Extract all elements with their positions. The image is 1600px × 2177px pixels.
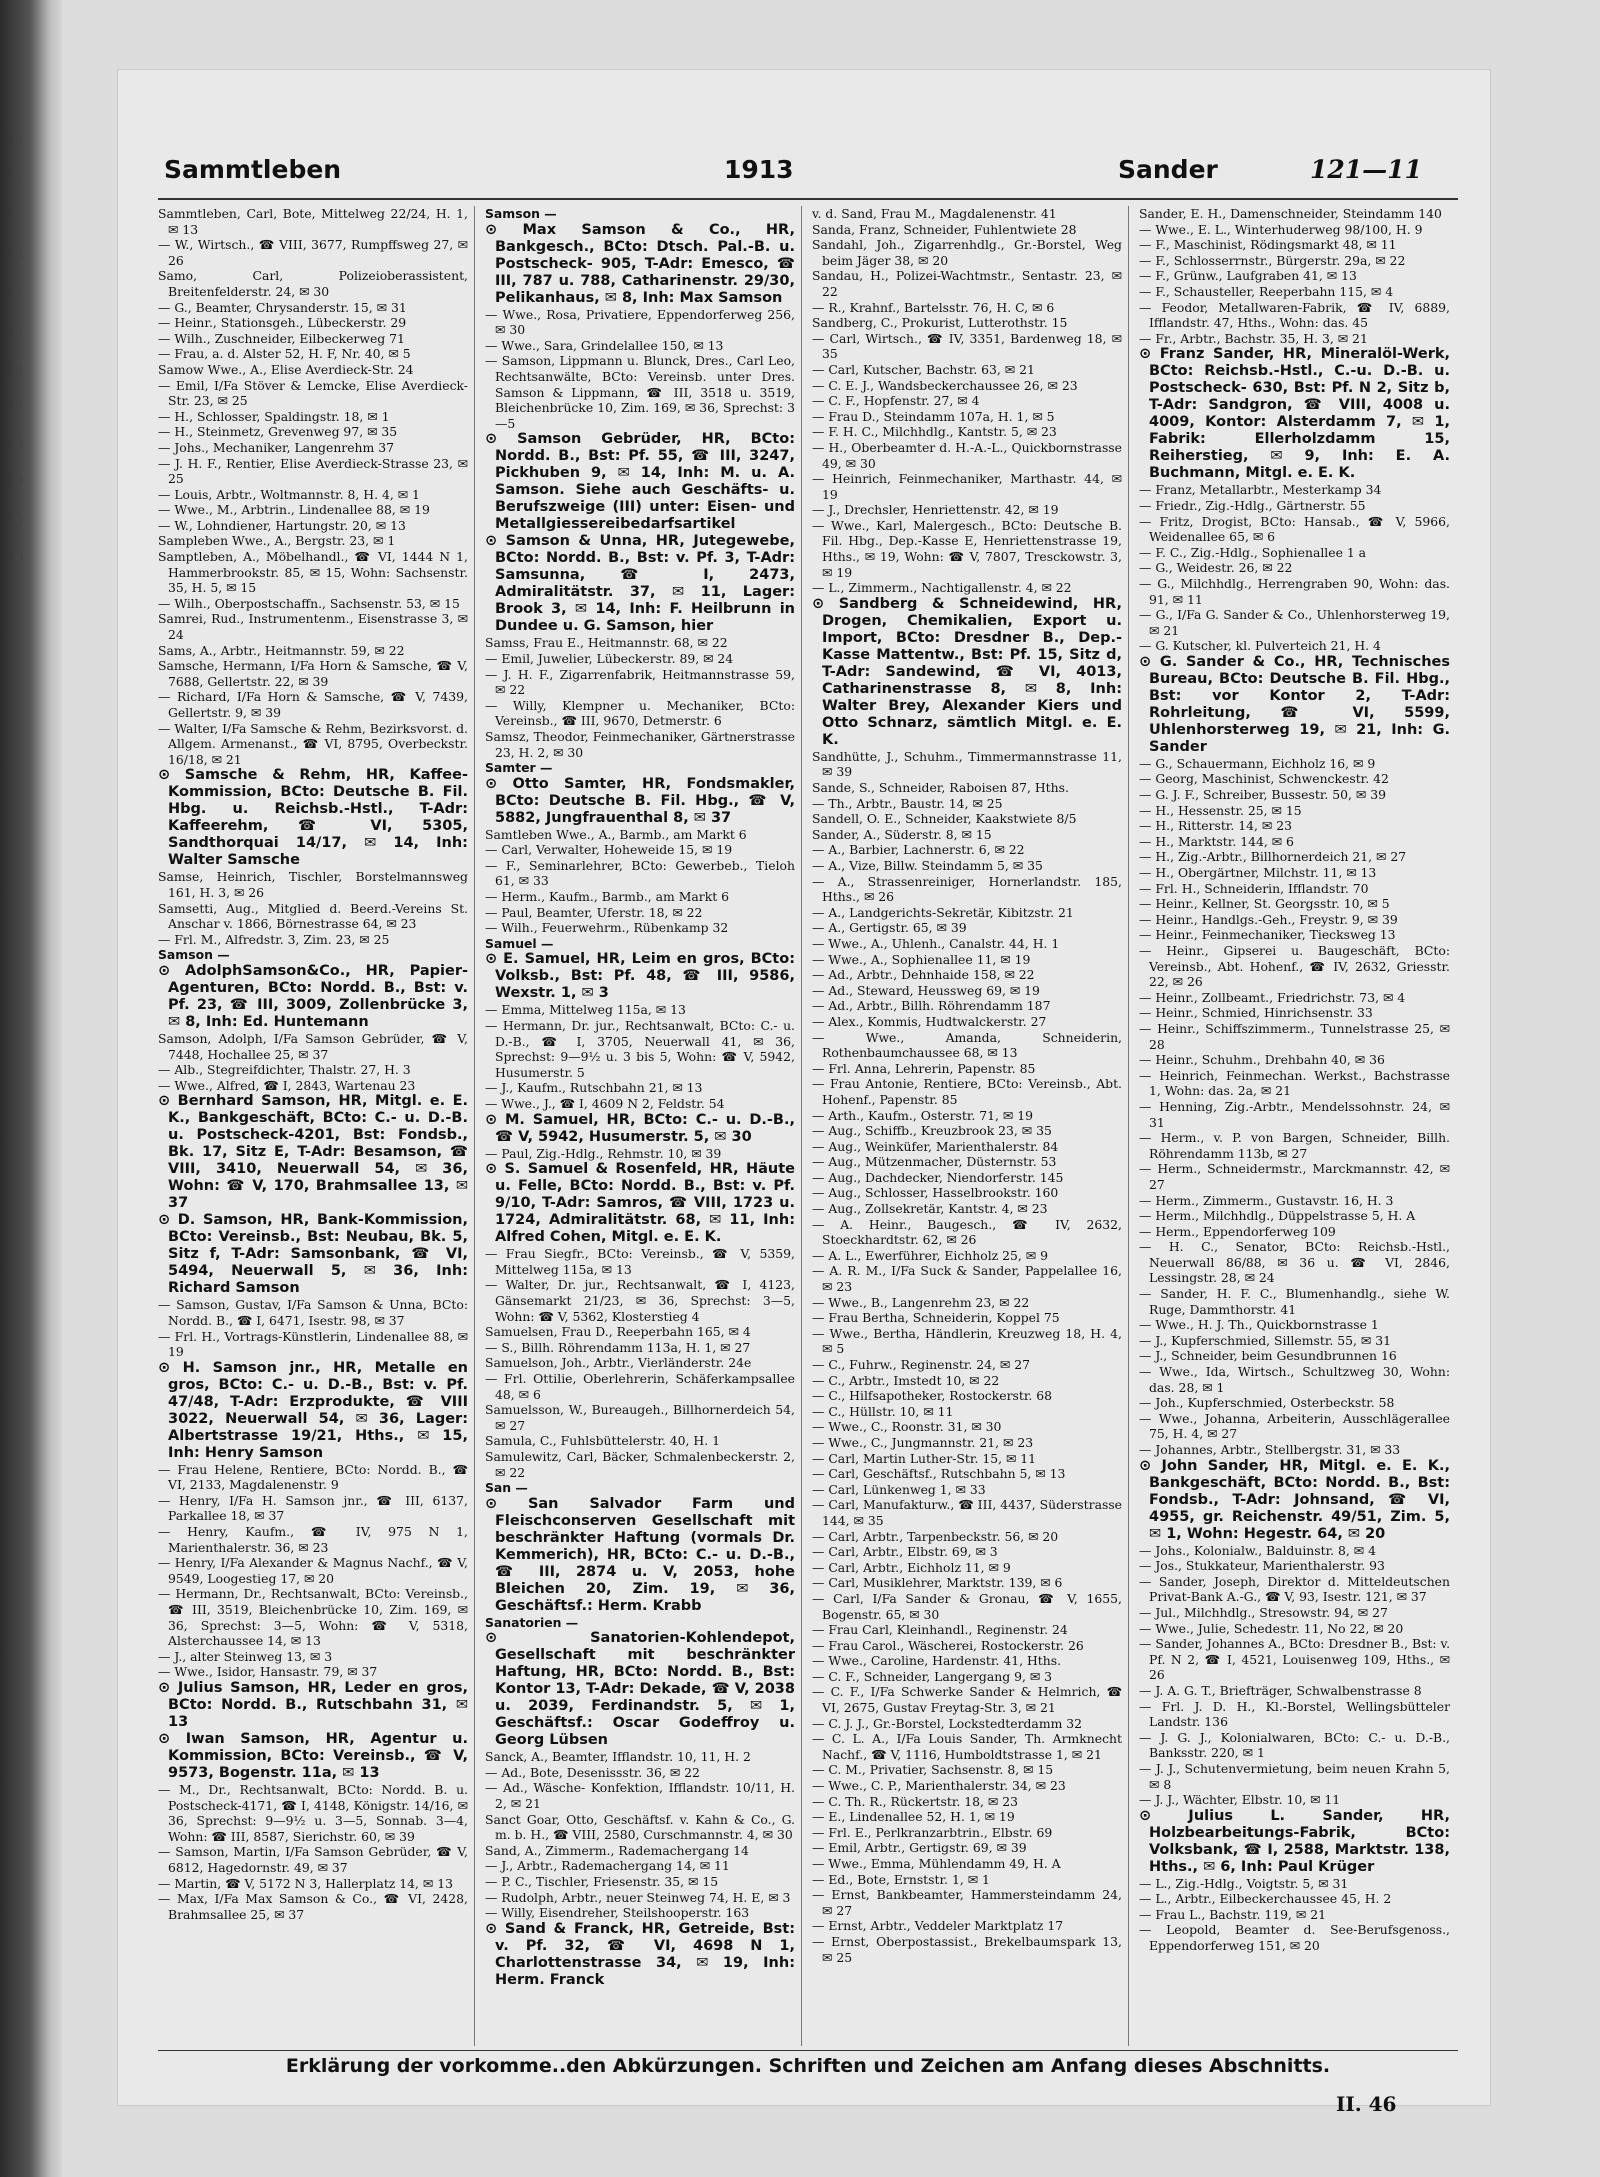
directory-entry: — Carl, Musiklehrer, Marktstr. 139, ✉ 6 (812, 1575, 1063, 1591)
directory-entry: — Wwe., Isidor, Hansastr. 79, ✉ 37 (158, 1664, 378, 1680)
directory-entry: — H., Schlosser, Spaldingstr. 18, ✉ 1 (158, 408, 390, 424)
directory-entry: — Franz, Metallarbtr., Mesterkamp 34 (1139, 482, 1382, 498)
directory-entry: — Willy, Klempner u. Mechaniker, BCto: Vereinsb., ☎ III, 9670, Detmerstr. 6 (485, 697, 795, 729)
firm-entry: ⊙ Iwan Samson, HR, Agentur u. Kommission, BCto: Vereinsb., ☎ V, 9573, Bogenstr. 11a, ✉ 13 (158, 1731, 468, 1781)
directory-entry: — Carl, Geschäftsf., Rutschbahn 5, ✉ 13 (812, 1466, 1066, 1482)
directory-entry: — Frl. E., Perlkranzarbtrin., Elbstr. 69 (812, 1824, 1053, 1840)
directory-entry: — Willy, Eisendreher, Steilshooperstr. 163 (485, 1905, 750, 1921)
firm-entry: ⊙ E. Samuel, HR, Leim en gros, BCto: Volksb., Bst: Pf. 48, ☎ III, 9586, Wexstr. 1, ✉ 3 (485, 951, 795, 1002)
directory-entry: — Wwe., Ida, Wirtsch., Schultzweg 30, Wohn: das. 28, ✉ 1 (1139, 1364, 1450, 1395)
directory-entry: — C., Hilfsapotheker, Rostockerstr. 68 (812, 1388, 1053, 1404)
directory-entry: — Sander, H. F. C., Blumenhandlg., siehe W. Ruge, Dammthorstr. 41 (1139, 1286, 1450, 1317)
directory-entry: — Wwe., A., Uhlenh., Canalstr. 44, H. 1 (812, 935, 1060, 951)
directory-entry: — Friedr., Zig.-Hdlg., Gärtnerstr. 55 (1139, 497, 1366, 513)
directory-entry: — S., Billh. Röhrendamm 113a, H. 1, ✉ 27 (485, 1339, 751, 1355)
directory-entry: — W., Lohndiener, Hartungstr. 20, ✉ 13 (158, 517, 406, 533)
directory-entry: — J., Kupferschmied, Sillemstr. 55, ✉ 31 (1139, 1332, 1391, 1348)
directory-entry: — Herm., Kaufm., Barmb., am Markt 6 (485, 889, 730, 905)
directory-entry: — Frl. H., Vortrags-Künstlerin, Lindenallee 88, ✉ 19 (158, 1328, 468, 1360)
directory-entry: Samulewitz, Carl, Bäcker, Schmalenbeckerstr. 2, ✉ 22 (485, 1448, 795, 1480)
page-header (158, 155, 1458, 195)
margin-fragment: 9 (14, 472, 24, 490)
directory-entry: — C., Hüllstr. 10, ✉ 11 (812, 1403, 954, 1419)
directory-entry: — Carl, Arbtr., Eichholz 11, ✉ 9 (812, 1559, 1011, 1575)
directory-entry: — G. J. F., Schreiber, Bussestr. 50, ✉ 39 (1139, 787, 1386, 803)
directory-entry: — Heinr., Schmied, Hinrichsenstr. 33 (1139, 1005, 1373, 1021)
directory-entry: — Herm., v. P. von Bargen, Schneider, Billh. Röhrendamm 113b, ✉ 27 (1139, 1130, 1450, 1161)
firm-entry: ⊙ John Sander, HR, Mitgl. e. E. K., Bankgeschäft, BCto: Nordd. B., Bst: Fondsb., T-Adr: Johnsand, ☎ VI, 4955, gr. Reichenstr. 49/51, Zim. 5, ✉ 1, Wohn: Hegestr. 64, ✉ 20 (1139, 1457, 1450, 1542)
directory-entry: — Aug., Mützenmacher, Düsternstr. 53 (812, 1154, 1057, 1170)
directory-entry: — Herm., Milchhdlg., Düppelstrasse 5, H. A (1139, 1208, 1416, 1224)
directory-entry: — Jos., Stukkateur, Marienthalerstr. 93 (1139, 1558, 1385, 1574)
directory-entry: — A., Gertigstr. 65, ✉ 39 (812, 920, 967, 936)
directory-entry: — F., Grünw., Laufgraben 41, ✉ 13 (1139, 268, 1357, 284)
directory-entry: — Ernst, Bankbeamter, Hammersteindamm 24, ✉ 27 (812, 1887, 1122, 1918)
directory-entry: — H., Steinmetz, Grevenweg 97, ✉ 35 (158, 424, 398, 440)
directory-entry: — H., Hessenstr. 25, ✉ 15 (1139, 802, 1302, 818)
directory-entry: — W., Wirtsch., ☎ VIII, 3677, Rumpffsweg 27, ✉ 26 (158, 237, 468, 268)
directory-entry: — J. J., Wächter, Elbstr. 10, ✉ 11 (1139, 1792, 1341, 1808)
directory-entry: — Herm., Eppendorferweg 109 (1139, 1223, 1336, 1239)
directory-entry: Samuelsen, Frau D., Reeperbahn 165, ✉ 4 (485, 1324, 751, 1340)
firm-entry: ⊙ Franz Sander, HR, Mineralöl-Werk, BCto: Reichsb.-Hstl., C.-u. D.-B. u. Postscheck- 630, Bst: Pf. N 2, Sitz b, T-Adr: Sandgron, ☎ VIII, 4008 u. 4009, Kontor: Alsterdamm 7, ✉ 1, Fabrik: Ellerholzdamm 15, Reiherstieg, ✉ 9, Inh: E. A. Buchmann, Mitgl. e. E. K. (1139, 346, 1450, 482)
directory-entry: — L., Arbtr., Eilbeckerchaussee 45, H. 2 (1139, 1891, 1392, 1907)
header-rule (158, 198, 1458, 200)
directory-entry: — Wwe., Bertha, Händlerin, Kreuzweg 18, H. 4, ✉ 5 (812, 1325, 1122, 1357)
directory-entry: — Wwe., Sara, Grindelallee 150, ✉ 13 (485, 337, 724, 353)
directory-entry: — Wwe., B., Langenrehm 23, ✉ 22 (812, 1294, 1030, 1310)
directory-entry: v. d. Sand, Frau M., Magdalenenstr. 41 (812, 206, 1057, 221)
header-page-number: 121—11 (1310, 155, 1422, 184)
directory-entry: Sandberg, C., Prokurist, Lutterothstr. 15 (812, 315, 1068, 331)
directory-entry: — Johs., Mechaniker, Langenrehm 37 (158, 439, 394, 455)
margin-fragment: 6 (14, 548, 24, 566)
directory-entry: — E., Lindenallee 52, H. 1, ✉ 19 (812, 1809, 1015, 1825)
directory-entry: — Herm., Schneidermstr., Marckmannstr. 42, ✉ 27 (1139, 1161, 1450, 1192)
directory-entry: — J., Arbtr., Rademachergang 14, ✉ 11 (485, 1858, 730, 1874)
directory-entry: Sams, A., Arbtr., Heitmannstr. 59, ✉ 22 (158, 642, 405, 658)
directory-entry: — Frau D., Steindamm 107a, H. 1, ✉ 5 (812, 408, 1055, 424)
margin-fragment: e (14, 320, 23, 338)
directory-entry: — Frau, a. d. Alster 52, H. F, Nr. 40, ✉ 5 (158, 346, 411, 362)
directory-entry: — Hermann, Dr., Rechtsanwalt, BCto: Vereinsb., ☎ III, 3519, Bleichenbrücke 10, Zim. 169, ✉ 36, Sprechst: 3—5, Wohn: ☎ V, 5318, Alsterchaussee 14, ✉ 13 (158, 1586, 468, 1649)
directory-entry: — C. E. J., Wandsbeckerchaussee 26, ✉ 23 (812, 377, 1078, 393)
directory-entry: Sanda, Franz, Schneider, Fuhlentwiete 28 (812, 221, 1077, 237)
directory-entry: — C. F., I/Fa Schwerke Sander & Helmrich, ☎ VI, 2675, Gustav Freytag-Str. 3, ✉ 21 (812, 1684, 1122, 1716)
directory-entry: Samss, Frau E., Heitmannstr. 68, ✉ 22 (485, 635, 728, 651)
directory-entry: — Aug., Zollsekretär, Kantstr. 4, ✉ 23 (812, 1201, 1048, 1217)
firm-entry: ⊙ Julius L. Sander, HR, Holzbearbeitungs-Fabrik, BCto: Volksbank, ☎ I, 2588, Marktstr. 138, Hths., ✉ 6, Inh: Paul Krüger (1139, 1807, 1450, 1875)
directory-entry: — J. H. F., Rentier, Elise Averdieck-Strasse 23, ✉ 25 (158, 455, 468, 487)
directory-entry: — Ernst, Arbtr., Veddeler Marktplatz 17 (812, 1918, 1064, 1934)
directory-entry: Samula, C., Fuhlsbüttelerstr. 40, H. 1 (485, 1433, 720, 1449)
directory-entry: — Aug., Dachdecker, Niendorferstr. 145 (812, 1169, 1064, 1185)
directory-entry: — J., Schneider, beim Gesundbrunnen 16 (1139, 1348, 1397, 1364)
directory-entry: — Fritz, Drogist, BCto: Hansab., ☎ V, 5966, Weidenallee 65, ✉ 6 (1139, 513, 1450, 545)
directory-entry: — Wwe., C., Roonstr. 31, ✉ 30 (812, 1419, 1002, 1435)
directory-entry: — Heinr., Schuhm., Drehbahn 40, ✉ 36 (1139, 1052, 1385, 1068)
directory-entry: — Joh., Kupferschmied, Osterbeckstr. 58 (1139, 1395, 1395, 1411)
margin-fragment: 9 (14, 434, 24, 452)
directory-entry: — Wwe., A., Sophienallee 11, ✉ 19 (812, 951, 1031, 967)
directory-entry: — M., Dr., Rechtsanwalt, BCto: Nordd. B. u. Postscheck-4171, ☎ I, 4148, Königstr. 14/16, ✉ 36, Sprechst: 9—9½ u. 3—5, Sonnab. 3—4, Wohn: ☎ III, 8587, Sierichstr. 60, ✉ 39 (158, 1782, 468, 1844)
directory-entry: — L., Zig.-Hdlg., Voigtstr. 5, ✉ 31 (1139, 1875, 1349, 1891)
directory-entry: — Emil, I/Fa Stöver & Lemcke, Elise Averdieck-Str. 23, ✉ 25 (158, 377, 468, 409)
margin-fragment: r (14, 282, 22, 300)
column-4 (1139, 206, 1456, 2046)
directory-entry: — Wwe., J., ☎ I, 4609 N 2, Feldstr. 54 (485, 1096, 725, 1111)
directory-entry: — Heinr., Feinmechaniker, Tiecksweg 13 (1139, 927, 1396, 943)
directory-entry: Samson, Adolph, I/Fa Samson Gebrüder, ☎ V, 7448, Hochallee 25, ✉ 37 (158, 1030, 468, 1062)
firm-entry: ⊙ AdolphSamson&Co., HR, Papier-Agenturen, BCto: Nordd. B., Bst: v. Pf. 23, ☎ III, 3009, Zollenbrücke 3, ✉ 8, Inh: Ed. Huntemann (158, 962, 468, 1030)
directory-entry: — J. G. J., Kolonialwaren, BCto: C.- u. D.-B., Banksstr. 220, ✉ 1 (1139, 1729, 1450, 1761)
directory-entry: — C. F., Hopfenstr. 27, ✉ 4 (812, 393, 980, 409)
firm-entry: ⊙ San Salvador Farm und Fleischconserven Gesellschaft mit beschränkter Haftung (vormals Dr. Kemmerich), HR, BCto: C.- u. D.-B., ☎ III, 2874 u. V, 2053, hohe Bleichen 20, Zim. 19, ✉ 36, Geschäftsf.: Herm. Krabb (485, 1495, 795, 1614)
directory-entry: — F. H. C., Milchhdlg., Kantstr. 5, ✉ 23 (812, 424, 1057, 440)
header-year: 1913 (724, 155, 794, 184)
directory-entry: Samtleben Wwe., A., Barmb., am Markt 6 (485, 826, 747, 842)
directory-entry: — Emil, Juwelier, Lübeckerstr. 89, ✉ 24 (485, 650, 734, 666)
firm-entry: ⊙ Sand & Franck, HR, Getreide, Bst: v. Pf. 32, ☎ VI, 4698 N 1, Charlottenstrasse 34, ✉ 19, Inh: Herm. Franck (485, 1920, 795, 1988)
directory-entry: — Frau Bertha, Schneiderin, Koppel 75 (812, 1310, 1060, 1326)
firm-entry: ⊙ G. Sander & Co., HR, Technisches Bureau, BCto: Deutsche B. Fil. Hbg., Bst: vor Kontor 2, T-Adr: Rohrleitung, ☎ VI, 5599, Uhlenhorsterweg 19, ✉ 21, Inh: G. Sander (1139, 653, 1450, 755)
directory-entry: — Carl, Verwalter, Hoheweide 15, ✉ 19 (485, 842, 733, 858)
directory-entry: — H. C., Senator, BCto: Reichsb.-Hstl., Neuerwall 86/88, ✉ 36 u. ☎ VI, 2846, Lessingstr. 28, ✉ 24 (1139, 1239, 1450, 1286)
directory-entry: — Carl, Arbtr., Elbstr. 69, ✉ 3 (812, 1544, 998, 1560)
directory-entry: — C. Th. R., Rückertstr. 18, ✉ 23 (812, 1793, 1019, 1809)
directory-entry: — Wwe., Emma, Mühlendamm 49, H. A (812, 1856, 1061, 1871)
column-1 (158, 206, 475, 2046)
directory-entry: — C. M., Privatier, Sachsenstr. 8, ✉ 15 (812, 1762, 1054, 1778)
directory-entry: — Carl, Arbtr., Tarpenbeckstr. 56, ✉ 20 (812, 1528, 1059, 1544)
directory-entry: — C. J. J., Gr.-Borstel, Lockstedterdamm 32 (812, 1715, 1083, 1731)
directory-entry: Sandahl, Joh., Zigarrenhdlg., Gr.-Borstel, Weg beim Jäger 38, ✉ 20 (812, 237, 1122, 268)
directory-entry: — Frl. H., Schneiderin, Ifflandstr. 70 (1139, 880, 1369, 896)
margin-fragment: n (14, 244, 24, 262)
directory-entry: Samptleben, A., Möbelhandl., ☎ VI, 1444 N 1, Hammerbrookstr. 85, ✉ 15, Wohn: Sachsenstr. 35, H. 5, ✉ 15 (158, 549, 468, 596)
directory-entry: — G. Kutscher, kl. Pulverteich 21, H. 4 (1139, 638, 1381, 654)
directory-entry: Sanct Goar, Otto, Geschäftsf. v. Kahn & Co., G. m. b. H., ☎ VIII, 2580, Curschmannstr. 4, ✉ 30 (485, 1811, 795, 1843)
directory-entry: — Arth., Kaufm., Osterstr. 71, ✉ 19 (812, 1107, 1034, 1123)
directory-entry: Samuelsson, W., Bureaugeh., Billhornerdeich 54, ✉ 27 (485, 1402, 795, 1433)
margin-fragment: e (14, 130, 23, 148)
directory-entry: — L., Zimmerm., Nachtigallenstr. 4, ✉ 22 (812, 580, 1072, 596)
directory-entry: — Alex., Kommis, Hudtwalckerstr. 27 (812, 1013, 1047, 1029)
directory-entry: — Heinr., Handlgs.-Geh., Freystr. 9, ✉ 39 (1139, 911, 1398, 927)
directory-entry: — Heinr., Kellner, St. Georgsstr. 10, ✉ 5 (1139, 896, 1390, 912)
directory-entry: — G., I/Fa G. Sander & Co., Uhlenhorsterweg 19, ✉ 21 (1139, 607, 1450, 638)
directory-entry: — Frl. Ottilie, Oberlehrerin, Schäferkampsallee 48, ✉ 6 (485, 1370, 795, 1402)
abbreviations-note: Erklärung der vorkomme..den Abkürzungen. Schriften und Zeichen am Anfang dieses Abschnitts. (285, 2055, 1331, 2077)
firm-entry: ⊙ M. Samuel, HR, BCto: C.- u. D.-B., ☎ V, 5942, Husumerstr. 5, ✉ 30 (485, 1111, 795, 1145)
directory-entry: — Frau Helene, Rentiere, BCto: Nordd. B., ☎ VI, 2133, Magdalenenstr. 9 (158, 1461, 468, 1493)
firm-entry: ⊙ Otto Samter, HR, Fondsmakler, BCto: Deutsche B. Fil. Hbg., ☎ V, 5882, Jungfrauenthal 8, ✉ 37 (485, 775, 795, 826)
directory-entry: — Wwe., C., Jungmannstr. 21, ✉ 23 (812, 1434, 1034, 1450)
firm-entry: ⊙ Max Samson & Co., HR, Bankgesch., BCto: Dtsch. Pal.-B. u. Postscheck- 905, T-Adr: Emesco, ☎ III, 787 u. 788, Catharinenstr. 29/30, Pelikanhaus, ✉ 8, Inh: Max Samson (485, 221, 795, 306)
directory-entry: Sandell, O. E., Schneider, Kaakstwiete 8/5 (812, 811, 1077, 827)
section-heading: Samson — (485, 206, 557, 221)
directory-entry: — Herm., Zimmerm., Gustavstr. 16, H. 3 (1139, 1192, 1394, 1208)
directory-entry: Samsche, Hermann, I/Fa Horn & Samsche, ☎ V, 7688, Gellertstr. 22, ✉ 39 (158, 658, 468, 689)
directory-entry: — C. L. A., I/Fa Louis Sander, Th. Armknecht Nachf., ☎ V, 1116, Humboldtstrasse 1, ✉ 21 (812, 1731, 1122, 1762)
directory-entry: — Sander, Johannes A., BCto: Dresdner B., Bst: v. Pf. N 2, ☎ I, 4521, Louisenweg 109, Hths., ✉ 26 (1139, 1636, 1451, 1683)
header-right-keyword: Sander (1118, 155, 1218, 184)
directory-entry: — Ad., Arbtr., Dehnhaide 158, ✉ 22 (812, 967, 1035, 983)
directory-entry: — Henning, Zig.-Arbtr., Mendelssohnstr. 24, ✉ 31 (1139, 1098, 1450, 1130)
section-heading: Samter — (485, 760, 553, 776)
directory-entry: — Frl. J. D. H., Kl.-Borstel, Wellingsbütteler Landstr. 136 (1139, 1698, 1450, 1730)
header-left-keyword: Sammtleben (164, 155, 342, 184)
directory-entry: — Wwe., Johanna, Arbeiterin, Ausschlägerallee 75, H. 4, ✉ 27 (1139, 1410, 1450, 1442)
directory-entry: — Samson, Gustav, I/Fa Samson & Unna, BCto: Nordd. B., ☎ I, 6471, Isestr. 98, ✉ 37 (158, 1297, 468, 1328)
page-code: II. 46 (1336, 2092, 1397, 2116)
margin-fragment: i (14, 206, 19, 224)
directory-entry: — Wilh., Oberpostschaffn., Sachsenstr. 53, ✉ 15 (158, 595, 460, 611)
directory-entry: — Carl, I/Fa Sander & Gronau, ☎ V, 1655, Bogenstr. 65, ✉ 30 (812, 1590, 1122, 1622)
directory-entry: — Wwe., E. L., Winterhuderweg 98/100, H. 9 (1139, 221, 1423, 237)
directory-entry: — H., Ritterstr. 14, ✉ 23 (1139, 818, 1292, 834)
directory-entry: — Alb., Stegreifdichter, Thalstr. 27, H. 3 (158, 1062, 411, 1078)
directory-entry: — Jul., Milchhdlg., Stresowstr. 94, ✉ 27 (1139, 1604, 1388, 1620)
directory-entry: — R., Krahnf., Bartelsstr. 76, H. C, ✉ 6 (812, 299, 1055, 315)
directory-entry: — Ad., Steward, Heussweg 69, ✉ 19 (812, 982, 1040, 998)
directory-entry: — H., Zig.-Arbtr., Billhornerdeich 21, ✉ 27 (1139, 849, 1407, 865)
directory-entry: — Leopold, Beamter d. See-Berufsgenoss., Eppendorferweg 151, ✉ 20 (1139, 1922, 1450, 1954)
directory-entry: — J. A. G. T., Briefträger, Schwalbenstrasse 8 (1139, 1682, 1422, 1698)
directory-entry: — Ernst, Oberpostassist., Brekelbaumspark 13, ✉ 25 (812, 1933, 1122, 1965)
directory-entry: — Walter, Dr. jur., Rechtsanwalt, ☎ I, 4123, Gänsemarkt 21/23, ✉ 36, Sprechst: 3—5, Wohn: ☎ V, 5362, Klosterstieg 4 (485, 1277, 795, 1324)
directory-entry: — Frau Antonie, Rentiere, BCto: Vereinsb., Abt. Hohenf., Papenstr. 85 (812, 1076, 1122, 1107)
directory-entry: — J. J., Schutenvermietung, beim neuen Krahn 5, ✉ 8 (1139, 1760, 1450, 1792)
directory-entry: — Carl, Lünkenweg 1, ✉ 33 (812, 1481, 986, 1497)
directory-columns (158, 206, 1458, 2046)
directory-entry: — Ad., Wäsche- Konfektion, Ifflandstr. 10/11, H. 2, ✉ 21 (485, 1780, 795, 1812)
directory-entry: — Paul, Zig.-Hdlg., Rehmstr. 10, ✉ 39 (485, 1145, 722, 1161)
directory-entry: — Heinr., Zollbeamt., Friedrichstr. 73, ✉ 4 (1139, 989, 1406, 1005)
firm-entry: ⊙ Sanatorien-Kohlendepot, Gesellschaft mit beschränkter Haftung, HR, BCto: Nordd. B., Bst: Kontor 13, T-Adr: Dekade, ☎ V, 2038 u. 2039, Ferdinandstr. 5, ✉ 1, Geschäftsf.: Oscar Godeffroy u. Georg Lübsen (485, 1630, 795, 1749)
directory-entry: — Wwe., Julie, Schedestr. 11, No 22, ✉ 20 (1139, 1620, 1404, 1636)
directory-entry: — Carl, Manufakturw., ☎ III, 4437, Süderstrasse 144, ✉ 35 (812, 1497, 1123, 1528)
directory-entry: — Johannes, Arbtr., Stellbergstr. 31, ✉ 33 (1139, 1442, 1401, 1457)
firm-entry: ⊙ Samson Gebrüder, HR, BCto: Nordd. B., Bst: Pf. 55, ☎ III, 3247, Pickhuben 9, ✉ 14, Inh: M. u. A. Samson. Siehe auch Geschäfts- u. Berufszweige (III) unter: Eisen- und Metallgiessereibedarfsartikel (485, 431, 795, 533)
directory-entry: — Th., Arbtr., Baustr. 14, ✉ 25 (812, 795, 1003, 811)
directory-entry: — Georg, Maschinist, Schwenckestr. 42 (1139, 771, 1389, 787)
footer-rule (158, 2050, 1458, 2051)
directory-entry: — Carl, Wirtsch., ☎ IV, 3351, Bardenweg 18, ✉ 35 (812, 330, 1122, 362)
directory-entry: — G., Milchhdlg., Herrengraben 90, Wohn: das. 91, ✉ 11 (1139, 575, 1450, 607)
directory-entry: Sampleben Wwe., A., Bergstr. 23, ✉ 1 (158, 533, 396, 549)
directory-entry: — Henry, I/Fa Alexander & Magnus Nachf., ☎ V, 9549, Loogestieg 17, ✉ 20 (158, 1555, 468, 1586)
directory-entry: — Wwe., Amanda, Schneiderin, Rothenbaumchaussee 68, ✉ 13 (812, 1029, 1122, 1061)
column-3 (812, 206, 1129, 2046)
previous-page-strip (14, 120, 50, 2020)
directory-entry: — Wwe., Karl, Malergesch., BCto: Deutsche B. Fil. Hbg., Dep.-Kasse E, Henriettenstrasse 19, Hths., ✉ 19, Wohn: ☎ V, 7807, Tresckowstr. 3, ✉ 19 (812, 517, 1122, 580)
directory-entry: — Frl. Anna, Lehrerin, Papenstr. 85 (812, 1060, 1036, 1076)
directory-entry: — Max, I/Fa Max Samson & Co., ☎ VI, 2428, Brahmsallee 25, ✉ 37 (158, 1891, 468, 1922)
directory-entry: — G., Schauermann, Eichholz 16, ✉ 9 (1139, 755, 1376, 771)
directory-entry: — Frau Carol., Wäscherei, Rostockerstr. 26 (812, 1637, 1084, 1653)
directory-entry: — F. C., Zig.-Hdlg., Sophienallee 1 a (1139, 544, 1367, 560)
directory-entry: — Heinr., Stationsgeh., Lübeckerstr. 29 (158, 315, 407, 331)
directory-entry: — Paul, Beamter, Uferstr. 18, ✉ 22 (485, 904, 703, 920)
directory-entry: — F., Schlosserrnstr., Bürgerstr. 29a, ✉ 22 (1139, 252, 1406, 268)
directory-entry: — Wwe., M., Arbtrin., Lindenallee 88, ✉ 19 (158, 502, 430, 518)
directory-entry: — Hermann, Dr. jur., Rechtsanwalt, BCto: C.- u. D.-B., ☎ I, 3705, Neuerwall 41, ✉ 36, Sprechst: 9—9½ u. 3 bis 5, Wohn: ☎ V, 5942, Husumerstr. 5 (485, 1018, 795, 1080)
directory-entry: — F., Maschinist, Rödingsmarkt 48, ✉ 11 (1139, 237, 1397, 253)
directory-entry: — Aug., Schiffb., Kreuzbrook 23, ✉ 35 (812, 1123, 1052, 1139)
directory-entry: — F., Schausteller, Reeperbahn 115, ✉ 4 (1139, 283, 1394, 299)
firm-entry: ⊙ Samson & Unna, HR, Jutegewebe, BCto: Nordd. B., Bst: v. Pf. 3, T-Adr: Samsunna, ☎ I, 2473, Admiralitätstr. 37, ✉ 11, Lager: Brook 3, ✉ 14, Inh: F. Heilbrunn in Dundee u. G. Samson, hier (485, 533, 795, 635)
directory-entry: — Carl, Kutscher, Bachstr. 63, ✉ 21 (812, 361, 1035, 377)
directory-entry: — Ed., Bote, Ernststr. 1, ✉ 1 (812, 1871, 990, 1887)
section-heading: San — (485, 1480, 528, 1496)
directory-entry: — A., Landgerichts-Sekretär, Kibitzstr. 21 (812, 904, 1074, 920)
directory-entry: Sander, A., Süderstr. 8, ✉ 15 (812, 826, 992, 842)
firm-entry: ⊙ Samsche & Rehm, HR, Kaffee-Kommission, BCto: Deutsche B. Fil. Hbg. u. Reichsb.-Hstl., T-Adr: Kaffeerehm, ☎ VI, 5305, Sandthorquai 14/17, ✉ 14, Inh: Walter Samsche (158, 767, 468, 869)
directory-entry: — Wwe., Alfred, ☎ I, 2843, Wartenau 23 (158, 1077, 416, 1093)
directory-entry: — G., Weidestr. 26, ✉ 22 (1139, 560, 1293, 576)
directory-page (118, 70, 1490, 2116)
directory-entry: — Martin, ☎ V, 5172 N 3, Hallerplatz 14, ✉ 13 (158, 1875, 454, 1891)
directory-entry: — C., Fuhrw., Reginenstr. 24, ✉ 27 (812, 1357, 1030, 1372)
directory-entry: — Emma, Mittelweg 115a, ✉ 13 (485, 1002, 686, 1018)
directory-entry: Sand, A., Zimmerm., Rademachergang 14 (485, 1842, 749, 1858)
directory-entry: — A., Strassenreiniger, Hornerlandstr. 185, Hths., ✉ 26 (812, 873, 1122, 905)
firm-entry: ⊙ H. Samson jnr., HR, Metalle en gros, BCto: C.- u. D.-B., Bst: v. Pf. 47/48, T-Adr: Erzprodukte, ☎ VIII 3022, Neuerwall 54, ✉ 36, Lager: Albertstrasse 19/21, Hths., ✉ 15, Inh: Henry Samson (158, 1359, 468, 1461)
directory-entry: — Wilh., Zuschneider, Eilbeckerweg 71 (158, 330, 405, 346)
directory-entry: — Henry, Kaufm., ☎ IV, 975 N 1, Marienthalerstr. 36, ✉ 23 (158, 1524, 468, 1555)
firm-entry: ⊙ Sandberg & Schneidewind, HR, Drogen, Chemikalien, Export u. Import, BCto: Dresdner B., Dep.-Kasse Mattentw., Bst: Pf. 15, Sitz d, T-Adr: Sandewind, ☎ VI, 4013, Catharinenstrasse 8, ✉ 8, Inh: Walter Brey, Alexander Kiers und Otto Schnarz, sämtlich Mitgl. e. E. K. (812, 595, 1122, 748)
directory-entry: — H., Oberbeamter d. H.-A.-L., Quickbornstrasse 49, ✉ 30 (812, 439, 1122, 471)
directory-entry: — Sander, Joseph, Direktor d. Mitteldeutschen Privat-Bank A.-G., ☎ V, 93, Isestr. 121, ✉ 37 (1139, 1573, 1450, 1605)
directory-entry: — Walter, I/Fa Samsche & Rehm, Bezirksvorst. d. Allgem. Armenanst., ☎ VI, 8795, Overbeckstr. 16/18, ✉ 21 (158, 720, 468, 767)
margin-fragment: n (14, 510, 24, 528)
directory-entry: — Heinrich, Feinmechaniker, Marthastr. 44, ✉ 19 (812, 471, 1122, 502)
directory-entry: — Samson, Lippmann u. Blunck, Dres., Carl Leo, Rechtsanwälte, BCto: Vereinsb. unter Dres. Samson & Lippmann, ☎ III, 3518 u. 3519, Bleichenbrücke 10, Zim. 169, ✉ 36, Sprechst: 3—5 (485, 353, 795, 431)
directory-entry: — Frau Siegfr., BCto: Vereinsb., ☎ V, 5359, Mittelweg 115a, ✉ 13 (485, 1246, 795, 1277)
directory-entry: Samuelson, Joh., Arbtr., Vierländerstr. 24e (485, 1355, 752, 1371)
directory-entry: — A. R. M., I/Fa Suck & Sander, Pappelallee 16, ✉ 23 (812, 1263, 1122, 1295)
directory-entry: — Emil, Arbtr., Gertigstr. 69, ✉ 39 (812, 1840, 1027, 1856)
directory-entry: — C. F., Schneider, Langergang 9, ✉ 3 (812, 1668, 1053, 1684)
directory-entry: — J. H. F., Zigarrenfabrik, Heitmannstrasse 59, ✉ 22 (485, 666, 795, 698)
directory-entry: — C., Arbtr., Imstedt 10, ✉ 22 (812, 1372, 1000, 1388)
directory-entry: — A. L., Ewerführer, Eichholz 25, ✉ 9 (812, 1247, 1048, 1263)
directory-entry: — Ad., Arbtr., Billh. Röhrendamm 187 (812, 998, 1051, 1014)
directory-entry: — Johs., Kolonialw., Balduinstr. 8, ✉ 4 (1139, 1542, 1377, 1558)
directory-entry: — H., Obergärtner, Milchstr. 11, ✉ 13 (1139, 865, 1377, 881)
directory-entry: — Wwe., H. J. Th., Quickbornstrasse 1 (1139, 1317, 1379, 1333)
directory-entry: — Fr., Arbtr., Bachstr. 35, H. 3, ✉ 21 (1139, 330, 1368, 346)
directory-entry: — F., Seminarlehrer, BCto: Gewerbeb., Tieloh 61, ✉ 33 (485, 857, 795, 889)
directory-entry: — Richard, I/Fa Horn & Samsche, ☎ V, 7439, Gellertstr. 9, ✉ 39 (158, 689, 468, 720)
firm-entry: ⊙ S. Samuel & Rosenfeld, HR, Häute u. Felle, BCto: Nordd. B., Bst: v. Pf. 9/10, T-Adr: Samros, ☎ VIII, 1723 u. 1724, Admiralitätstr. 68, ✉ 11, Inh: Alfred Cohen, Mitgl. e. E. K. (485, 1161, 795, 1246)
directory-entry: — Heinr., Gipserei u. Baugeschäft, BCto: Vereinsb., Abt. Hohenf., ☎ IV, 2632, Griesstr. 22, ✉ 26 (1139, 943, 1450, 990)
section-heading: Samuel — (485, 935, 554, 951)
margin-fragment: g (14, 358, 24, 376)
directory-entry: — Frau L., Bachstr. 119, ✉ 21 (1139, 1906, 1327, 1922)
directory-entry: — Wwe., C. P., Marienthalerstr. 34, ✉ 23 (812, 1778, 1066, 1794)
directory-entry: — J., Kaufm., Rutschbahn 21, ✉ 13 (485, 1080, 703, 1096)
directory-entry: — Aug., Schlosser, Hasselbrookstr. 160 (812, 1185, 1059, 1201)
firm-entry: ⊙ D. Samson, HR, Bank-Kommission, BCto: Vereinsb., Bst: Neubau, Bk. 5, Sitz f, T-Adr: Samsonbank, ☎ VI, 5494, Neuerwall 5, ✉ 36, Inh: Richard Samson (158, 1212, 468, 1297)
directory-entry: Samse, Heinrich, Tischler, Borstelmannsweg 161, H. 3, ✉ 26 (158, 869, 468, 900)
directory-entry: — Heinr., Schiffszimmerm., Tunnelstrasse 25, ✉ 28 (1139, 1020, 1450, 1052)
directory-entry: Samo, Carl, Polizeioberassistent, Breitenfelderstr. 24, ✉ 30 (158, 268, 468, 299)
directory-entry: — Carl, Martin Luther-Str. 15, ✉ 11 (812, 1450, 1037, 1466)
directory-entry: — H., Marktstr. 144, ✉ 6 (1139, 833, 1294, 849)
directory-entry: — Frau Carl, Kleinhandl., Reginenstr. 24 (812, 1622, 1068, 1638)
column-2 (485, 206, 802, 2046)
directory-entry: Sande, S., Schneider, Raboisen 87, Hths. (812, 780, 1069, 796)
directory-entry: — Feodor, Metallwaren-Fabrik, ☎ IV, 6889, Ifflandstr. 47, Hths., Wohn: das. 45 (1139, 299, 1450, 331)
directory-entry: — Ad., Bote, Desenissstr. 36, ✉ 22 (485, 1764, 700, 1780)
directory-entry: — Wwe., Rosa, Privatiere, Eppendorferweg 256, ✉ 30 (485, 306, 795, 338)
directory-entry: — J., Drechsler, Henriettenstr. 42, ✉ 19 (812, 502, 1059, 518)
directory-entry: — Wilh., Feuerwehrm., Rübenkamp 32 (485, 920, 729, 936)
directory-entry: — A., Barbier, Lachnerstr. 6, ✉ 22 (812, 842, 1025, 858)
firm-entry: ⊙ Bernhard Samson, HR, Mitgl. e. E. K., Bankgeschäft, BCto: C.- u. D.-B. u. Postscheck-4201, Bst: Fondsb., Bk. 17, Sitz E, T-Adr: Besamson, ☎ VIII, 3410, Neuerwall 54, ✉ 36, Wohn: ☎ V, 170, Brahmsallee 13, ✉ 37 (158, 1093, 468, 1212)
directory-entry: — Aug., Weinküfer, Marienthalerstr. 84 (812, 1138, 1059, 1154)
directory-entry: Sanck, A., Beamter, Ifflandstr. 10, 11, H. 2 (485, 1749, 751, 1765)
margin-fragment: o (14, 396, 24, 414)
section-heading: Sanatorien — (485, 1614, 579, 1630)
directory-entry: Samrei, Rud., Instrumentenm., Eisenstrasse 3, ✉ 24 (158, 611, 468, 643)
directory-entry: — Samson, Martin, I/Fa Samson Gebrüder, ☎ V, 6812, Hagedornstr. 49, ✉ 37 (158, 1844, 468, 1875)
directory-entry: — P. C., Tischler, Friesenstr. 35, ✉ 15 (485, 1874, 719, 1890)
directory-entry: Sandhütte, J., Schuhm., Timmermannstrasse 11, ✉ 39 (812, 748, 1122, 780)
directory-entry: — Henry, I/Fa H. Samson jnr., ☎ III, 6137, Parkallee 18, ✉ 37 (158, 1492, 468, 1524)
directory-entry: — Frl. M., Alfredstr. 3, Zim. 23, ✉ 25 (158, 931, 390, 947)
directory-entry: Samsz, Theodor, Feinmechaniker, Gärtnerstrasse 23, H. 2, ✉ 30 (485, 728, 795, 760)
margin-fragment: t (14, 168, 21, 186)
directory-entry: — Heinrich, Feinmechan. Werkst., Bachstrasse 1, Wohn: das. 2a, ✉ 21 (1139, 1067, 1450, 1099)
directory-entry: Samow Wwe., A., Elise Averdieck-Str. 24 (158, 361, 414, 377)
directory-entry: Sandau, H., Polizei-Wachtmstr., Sentastr. 23, ✉ 22 (812, 268, 1122, 299)
directory-entry: — G., Beamter, Chrysanderstr. 15, ✉ 31 (158, 299, 407, 315)
directory-entry: — A. Heinr., Baugesch., ☎ IV, 2632, Stoeckhardtstr. 62, ✉ 26 (812, 1216, 1122, 1248)
directory-entry: — Wwe., Caroline, Hardenstr. 41, Hths. (812, 1653, 1062, 1669)
directory-entry: — J., alter Steinweg 13, ✉ 3 (158, 1648, 333, 1664)
directory-entry: Samsetti, Aug., Mitglied d. Beerd.-Vereins St. Anschar v. 1866, Börnestrasse 64, ✉ 23 (158, 900, 468, 932)
directory-entry: — Louis, Arbtr., Woltmannstr. 8, H. 4, ✉ 1 (158, 486, 420, 502)
firm-entry: ⊙ Julius Samson, HR, Leder en gros, BCto: Nordd. B., Rutschbahn 31, ✉ 13 (158, 1680, 468, 1730)
directory-entry: — Rudolph, Arbtr., neuer Steinweg 74, H. E, ✉ 3 (485, 1889, 791, 1905)
directory-entry: — A., Vize, Billw. Steindamm 5, ✉ 35 (812, 858, 1043, 873)
section-heading: Samson — (158, 947, 230, 963)
directory-entry: Sammtleben, Carl, Bote, Mittelweg 22/24, H. 1, ✉ 13 (158, 206, 468, 237)
directory-entry: Sander, E. H., Damenschneider, Steindamm 140 (1139, 206, 1442, 221)
